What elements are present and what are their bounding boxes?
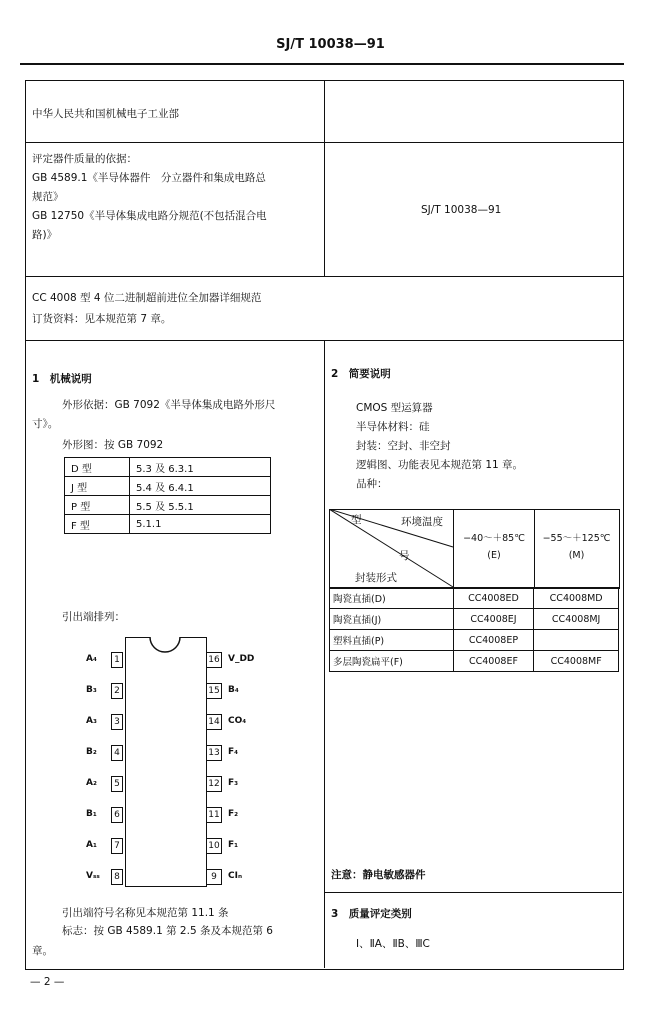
ministry-name: 中华人民共和国机械电子工业部 xyxy=(32,108,179,120)
divider-vertical-top xyxy=(324,80,325,277)
package-row xyxy=(65,515,271,534)
doc-code-cell: SJ/T 10038—91 xyxy=(421,204,502,216)
pin-label: A₃ xyxy=(86,716,97,726)
package-type: J 型 xyxy=(65,477,130,496)
pin-box: 11 xyxy=(206,807,222,823)
section1-heading: 1 机械说明 xyxy=(32,373,92,385)
variant-m: CC4008MF xyxy=(534,651,619,672)
ic-notch-icon xyxy=(148,636,182,656)
pin-box: 1 xyxy=(111,652,123,668)
col-e-header xyxy=(453,509,535,589)
quality-basis-line4: 路)》 xyxy=(32,229,58,241)
package-type: F 型 xyxy=(65,515,130,534)
pin-box: 4 xyxy=(111,745,123,761)
pin-box: 2 xyxy=(111,683,123,699)
variant-row xyxy=(330,651,619,672)
pin-note: 引出端符号名称见本规范第 11.1 条 xyxy=(62,907,229,919)
corner-type-label: 型 xyxy=(351,514,362,526)
pin-label: F₃ xyxy=(228,778,239,788)
pin-box: 3 xyxy=(111,714,123,730)
section3-heading: 3 质量评定类别 xyxy=(331,908,412,920)
quality-basis-line3: GB 12750《半导体集成电路分规范(不包括混合电 xyxy=(32,210,267,222)
variant-package: 陶瓷直插(J) xyxy=(330,609,454,630)
package-type: D 型 xyxy=(65,458,130,477)
pin-box: 13 xyxy=(206,745,222,761)
pin-label: V_DD xyxy=(228,654,255,664)
corner-mid-label: 号 xyxy=(399,550,410,562)
variant-package: 塑料直插(P) xyxy=(330,630,454,651)
doc-code-header: SJ/T 10038—91 xyxy=(276,37,385,52)
section3-categories: Ⅰ、ⅡA、ⅡB、ⅢC xyxy=(356,938,430,950)
pin-label: Vₛₛ xyxy=(86,871,100,881)
page-number: — 2 — xyxy=(30,976,65,988)
col-m-header xyxy=(534,509,620,589)
desc-line: 封装：空封、非空封 xyxy=(356,440,451,452)
pin-box: 9 xyxy=(206,869,222,885)
pin-box: 7 xyxy=(111,838,123,854)
variant-m: CC4008MJ xyxy=(534,609,619,630)
col-e-code: (E) xyxy=(487,550,501,561)
package-table xyxy=(64,457,271,534)
desc-line: 品种： xyxy=(356,478,388,490)
corner-package-label: 封装形式 xyxy=(355,572,397,584)
corner-temp-label: 环境温度 xyxy=(401,516,443,528)
pin-label: A₂ xyxy=(86,778,97,788)
pin-label: CO₄ xyxy=(228,716,247,726)
variant-row xyxy=(330,588,619,609)
variant-e: CC4008ED xyxy=(453,588,534,609)
esd-caution: 注意：静电敏感器件 xyxy=(331,869,426,881)
variant-table xyxy=(329,509,619,689)
pin-box: 14 xyxy=(206,714,222,730)
pin-box: 5 xyxy=(111,776,123,792)
divider-vertical-bottom xyxy=(324,340,325,968)
col-e-range: −40～＋85℃ xyxy=(463,533,525,544)
pin-box: 8 xyxy=(111,869,123,885)
quality-basis xyxy=(32,150,320,245)
quality-basis-line1: GB 4589.1《半导体器件 分立器件和集成电路总 xyxy=(32,172,266,184)
variant-e: CC4008EJ xyxy=(453,609,534,630)
pin-label: B₃ xyxy=(86,685,97,695)
col-m-code: (M) xyxy=(568,550,585,561)
pin-label: CIₙ xyxy=(228,871,243,881)
pin-box: 16 xyxy=(206,652,222,668)
desc-line: CMOS 型运算器 xyxy=(356,402,433,414)
outline-line1: 外形依据：GB 7092《半导体集成电路外形尺 xyxy=(62,399,276,411)
pin-label: A₁ xyxy=(86,840,97,850)
quality-basis-line2: 规范》 xyxy=(32,191,64,203)
variant-package: 多层陶瓷扁平(F) xyxy=(330,651,454,672)
spec-title-line1: CC 4008 型 4 位二进制超前进位全加器详细规范 xyxy=(32,292,262,304)
pin-box: 6 xyxy=(111,807,123,823)
variant-e: CC4008EP xyxy=(453,630,534,651)
pin-box: 10 xyxy=(206,838,222,854)
package-row xyxy=(65,458,271,477)
variant-rows xyxy=(329,587,619,672)
outline-line2: 寸》。 xyxy=(32,418,59,430)
col-m-range: −55～＋125℃ xyxy=(542,533,611,544)
marking-line2: 章。 xyxy=(32,945,53,957)
pin-label: F₁ xyxy=(228,840,239,850)
variant-row xyxy=(330,630,619,651)
desc-line: 逻辑图、功能表见本规范第 11 章。 xyxy=(356,459,524,471)
pin-box: 15 xyxy=(206,683,222,699)
header-rule xyxy=(20,63,624,65)
spec-title-line2: 订货资料：见本规范第 7 章。 xyxy=(32,313,172,325)
variant-m: CC4008MD xyxy=(534,588,619,609)
variant-m xyxy=(534,630,619,651)
pin-label: A₄ xyxy=(86,654,97,664)
package-row xyxy=(65,496,271,515)
pin-label: F₂ xyxy=(228,809,239,819)
pin-label: B₂ xyxy=(86,747,97,757)
variant-row xyxy=(330,609,619,630)
package-ref: 5.4 及 6.4.1 xyxy=(130,477,271,496)
divider-right-section3 xyxy=(324,892,622,893)
brief-description xyxy=(356,399,523,494)
ic-package-body xyxy=(125,637,207,887)
package-ref: 5.3 及 6.3.1 xyxy=(130,458,271,477)
package-type: P 型 xyxy=(65,496,130,515)
pin-label: F₄ xyxy=(228,747,239,757)
package-ref: 5.5 及 5.5.1 xyxy=(130,496,271,515)
section2-heading: 2 简要说明 xyxy=(331,368,391,380)
variant-package: 陶瓷直插(D) xyxy=(330,588,454,609)
pin-label: B₁ xyxy=(86,809,97,819)
marking-line1: 标志：按 GB 4589.1 第 2.5 条及本规范第 6 xyxy=(62,925,273,937)
desc-line: 半导体材料：硅 xyxy=(356,421,430,433)
pin-box: 12 xyxy=(206,776,222,792)
package-ref: 5.1.1 xyxy=(130,515,271,534)
pin-label: B₄ xyxy=(228,685,239,695)
outline-figure: 外形图：按 GB 7092 xyxy=(62,439,164,451)
pinout-heading: 引出端排列： xyxy=(62,611,125,623)
variant-e: CC4008EF xyxy=(453,651,534,672)
quality-basis-title: 评定器件质量的依据： xyxy=(32,153,137,165)
package-row xyxy=(65,477,271,496)
